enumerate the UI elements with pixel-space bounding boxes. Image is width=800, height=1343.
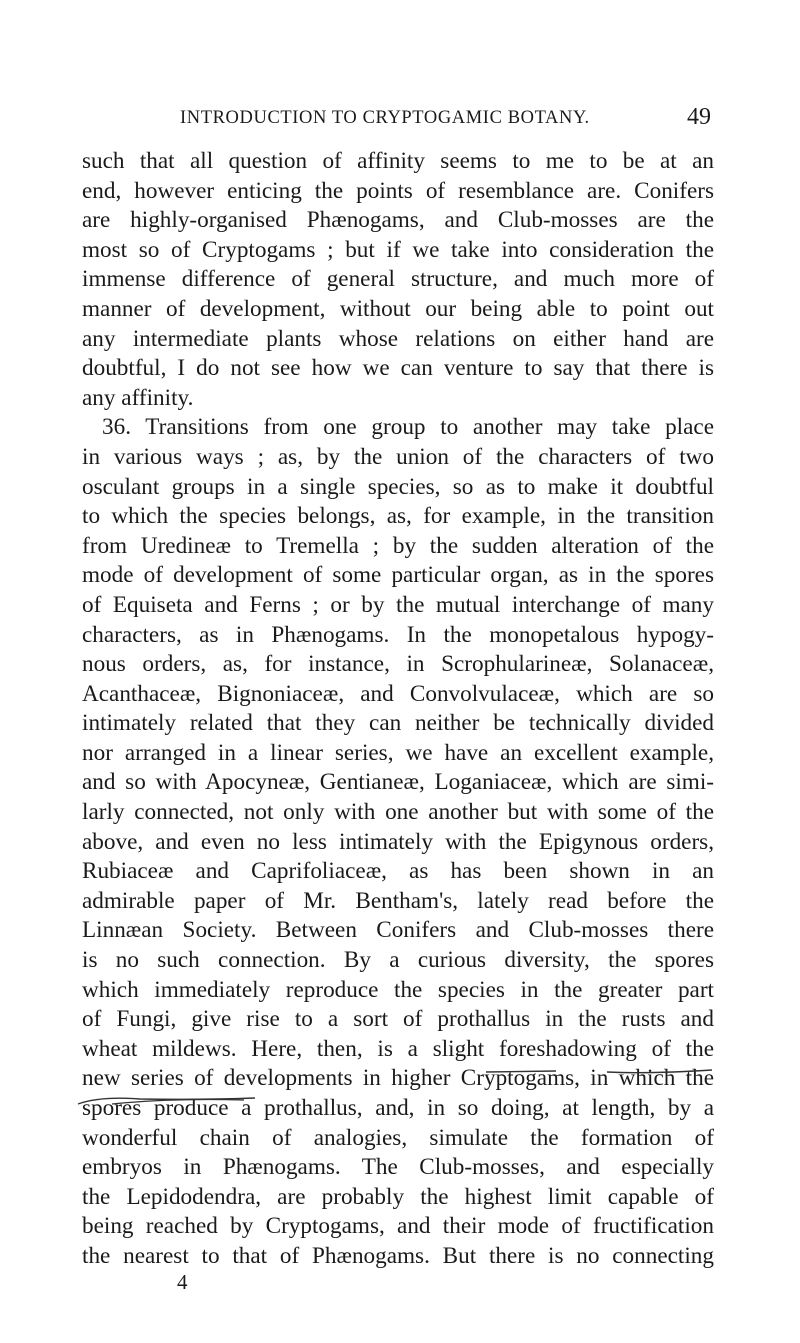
text-line: from Uredineæ to Tremella ; by the sudden alteration of the — [82, 532, 714, 559]
text-line: nor arranged in a linear series, we have an excellent example, — [82, 739, 714, 766]
text-line: manner of development, without our being able to point out — [82, 295, 714, 322]
text-line: Acanthaceæ, Bignoniaceæ, and Convolvulaceæ, which are so — [82, 680, 714, 707]
text-line: Rubiaceæ and Caprifoliaceæ, as has been shown in an — [82, 858, 714, 885]
text-line: intimately related that they can neither be technically divided — [82, 710, 714, 737]
text-line: wonderful chain of analogies, simulate the formation of — [82, 1124, 714, 1151]
text-line: Linnæan Society. Between Conifers and Club-mosses there — [82, 917, 714, 944]
text-line: of Fungi, give rise to a sort of prothallus in the rusts and — [82, 1006, 714, 1033]
text-line: nous orders, as, for instance, in Scrophularineæ, Solanaceæ, — [82, 651, 714, 678]
text-line: wheat mildews. Here, then, is a slight foreshadowing of the — [82, 1035, 714, 1062]
text-line: being reached by Cryptogams, and their mode of fructification — [82, 1213, 714, 1240]
text-line: spores produce a prothallus, and, in so doing, at length, by a — [82, 1095, 714, 1121]
text-line: to which the species belongs, as, for example, in the transition — [82, 503, 714, 530]
text-line: admirable paper of Mr. Bentham's, lately read before the — [82, 887, 714, 914]
text-line: new series of developments in higher Cryptogams, in which the — [82, 1065, 714, 1092]
text-line: characters, as in Phænogams. In the monopetalous hypogy- — [82, 621, 714, 648]
running-head: INTRODUCTION TO CRYPTOGAMIC BOTANY. — [180, 108, 590, 128]
text-line: above, and even no less intimately with the Epigynous orders, — [82, 828, 714, 855]
page-header — [82, 104, 714, 138]
text-line: which immediately reproduce the species in the greater part — [82, 976, 714, 1003]
text-line: mode of development of some particular organ, as in the spores — [82, 562, 714, 589]
text-line: 36. Transitions from one group to another may take place — [102, 414, 714, 441]
text-line: in various ways ; as, by the union of the characters of two — [82, 443, 714, 470]
text-line: such that all question of affinity seems to me to be at an — [82, 148, 714, 174]
signature-mark: 4 — [177, 1270, 188, 1294]
text-line: embryos in Phænogams. The Club-mosses, and especially — [82, 1154, 714, 1181]
text-line: any intermediate plants whose relations on either hand are — [82, 325, 714, 352]
text-line: immense difference of general structure, and much more of — [82, 266, 714, 293]
text-line: end, however enticing the points of resemblance are. Conifers — [82, 177, 714, 204]
text-line: any affinity. — [82, 384, 194, 411]
text-line: of Equiseta and Ferns ; or by the mutual interchange of many — [82, 591, 714, 618]
text-line: are highly-organised Phænogams, and Club-mosses are the — [82, 207, 714, 234]
text-line: osculant groups in a single species, so as to make it doubtful — [82, 473, 714, 500]
text-line: the nearest to that of Phænogams. But there is no connecting — [82, 1242, 714, 1269]
text-line: the Lepidodendra, are probably the highest limit capable of — [82, 1183, 714, 1210]
body-text — [82, 147, 714, 1272]
text-line: most so of Cryptogams ; but if we take into consideration the — [82, 236, 714, 263]
text-line: is no such connection. By a curious diversity, the spores — [82, 947, 714, 974]
text-line: and so with Apocyneæ, Gentianeæ, Loganiaceæ, which are simi- — [82, 769, 714, 796]
text-line: larly connected, not only with one another but with some of the — [82, 799, 714, 826]
text-line: doubtful, I do not see how we can venture to say that there is — [82, 355, 714, 382]
page-number: 49 — [687, 104, 711, 130]
